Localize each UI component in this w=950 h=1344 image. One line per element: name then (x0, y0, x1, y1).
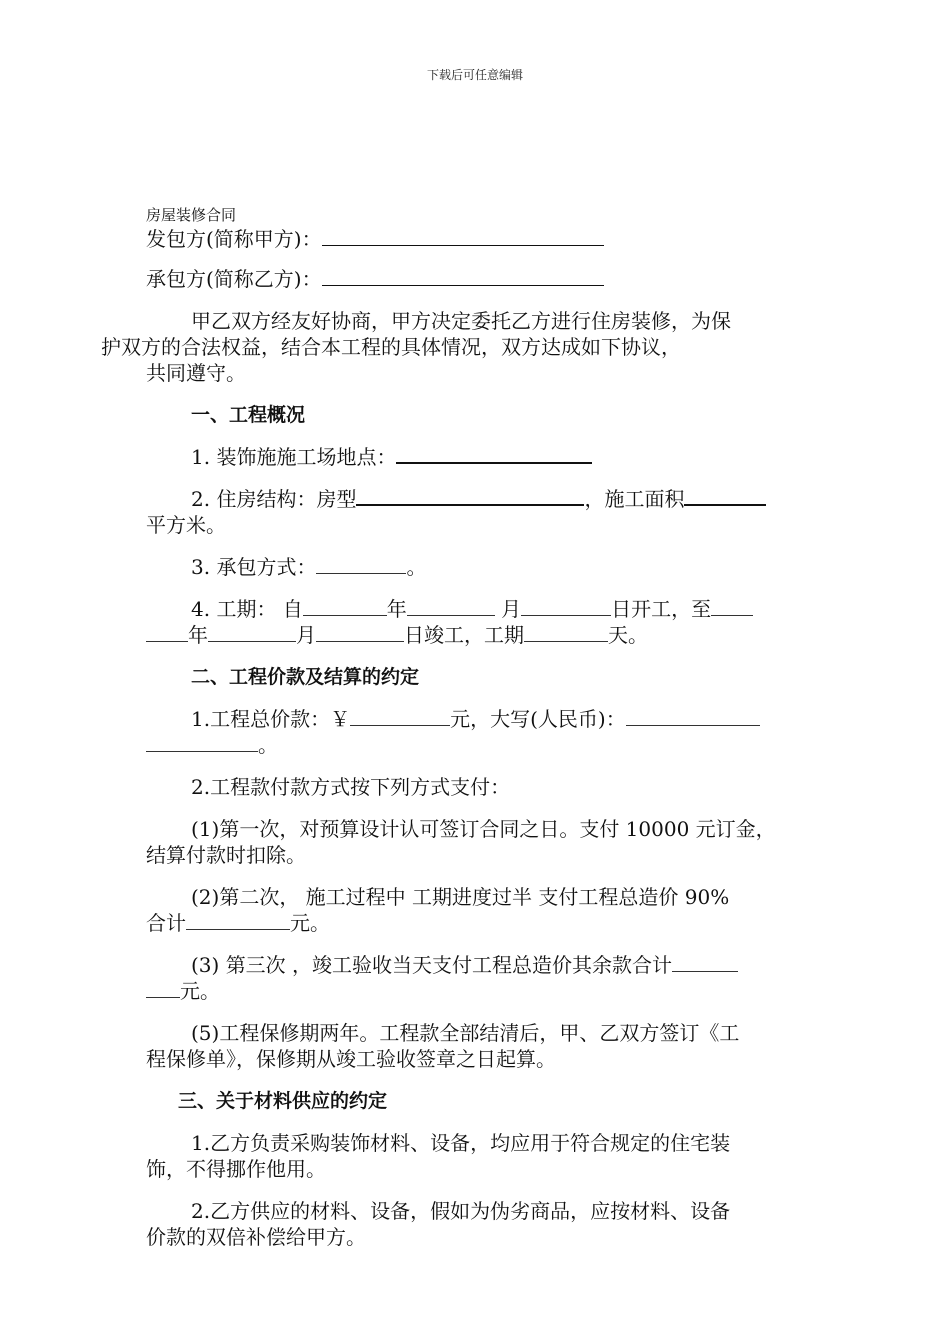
materials-item-2-line-2: 价款的双倍补偿给甲方。 (146, 1225, 366, 1249)
payment-first-line-2: 结算付款时扣除。 (146, 843, 306, 867)
structure-label: 2. 住房结构：房型 (191, 487, 357, 511)
payment-second (146, 884, 806, 936)
area-unit-line: 平方米。 (146, 513, 226, 537)
intro-line-1: 甲乙双方经友好协商，甲方决定委托乙方进行住房装修，为保 (191, 309, 731, 333)
end-year-label: 年 (188, 623, 208, 647)
contract-method-label: 3. 承包方式： (191, 555, 317, 579)
total-price-capital-label: 元，大写(人民币)： (450, 707, 626, 731)
party-a-blank[interactable] (322, 227, 604, 246)
payment-first-line-1: (1)第一次，对预算设计认可签订合同之日。支付 10000 元订金， (191, 817, 776, 841)
end-day-blank[interactable] (316, 623, 404, 642)
start-month-label: 月 (494, 597, 522, 621)
duration-blank[interactable] (524, 623, 608, 642)
end-month-label: 月 (296, 623, 316, 647)
contract-method-blank[interactable] (316, 555, 406, 574)
total-price-blank[interactable] (350, 707, 450, 726)
total-price-end: 。 (258, 733, 278, 757)
payment-third (146, 952, 806, 1004)
document-title: 房屋装修合同 (146, 206, 237, 224)
contract-document (101, 204, 806, 1250)
duration-label: 天。 (608, 623, 648, 647)
site-location-line (146, 444, 806, 470)
party-a-line (146, 226, 806, 252)
materials-item-2-line-1: 2.乙方供应的材料、设备，假如为伪劣商品，应按材料、设备 (191, 1199, 731, 1223)
payment-third-line-1: (3) 第三次 ，竣工验收当天支付工程总造价其余款合计 (191, 953, 673, 977)
party-b-blank[interactable] (322, 267, 604, 286)
payment-first (146, 816, 806, 868)
payment-second-unit: 元。 (290, 911, 330, 935)
payment-second-line-1: (2)第二次， 施工过程中 工期进度过半 支付工程总造价 90% (191, 885, 730, 909)
structure-line (146, 486, 806, 512)
start-month-blank[interactable] (407, 597, 495, 616)
schedule-from-label: 4. 工期： 自 (191, 597, 303, 621)
total-price-line (146, 706, 806, 732)
party-b-label: 承包方(简称乙方)： (146, 267, 322, 291)
warranty-line-1: (5)工程保修期两年。工程款全部结清后，甲、乙双方签订《工 (191, 1021, 740, 1045)
materials-item-1-line-1: 1.乙方负责采购装饰材料、设备，均应用于符合规定的住宅装 (191, 1131, 731, 1155)
warranty-paragraph (146, 1020, 806, 1072)
total-price-line-2 (146, 732, 806, 758)
total-price-label: 1.工程总价款：￥ (191, 707, 351, 731)
party-a-label: 发包方(简称甲方)： (146, 227, 322, 251)
payment-second-total-label: 合计 (146, 911, 186, 935)
section-2-title: 二、工程价款及结算的约定 (191, 666, 420, 688)
payment-method-line: 2.工程款付款方式按下列方式支付： (191, 775, 511, 799)
materials-item-1 (146, 1130, 806, 1182)
header-note: 下载后可任意编辑 (426, 68, 523, 82)
payment-second-blank[interactable] (186, 911, 290, 930)
end-day-label: 日竣工，工期 (404, 623, 524, 647)
intro-line-2: 护双方的合法权益，结合本工程的具体情况，双方达成如下协议， (101, 335, 681, 359)
site-location-label: 1. 装饰施施工场地点： (191, 445, 397, 469)
area-label: ，施工面积 (584, 487, 685, 511)
intro-line-3: 共同遵守。 (146, 361, 246, 385)
section-3-title: 三、关于材料供应的约定 (178, 1090, 388, 1112)
schedule-line-1 (146, 596, 806, 622)
contract-method-end: 。 (406, 555, 427, 579)
area-blank[interactable] (684, 486, 766, 506)
party-b-line (146, 266, 806, 292)
intro-paragraph (101, 308, 806, 386)
end-month-blank[interactable] (208, 623, 296, 642)
end-year-blank-a[interactable] (711, 597, 753, 616)
materials-item-1-line-2: 饰，不得挪作他用。 (146, 1157, 326, 1181)
site-location-blank[interactable] (396, 444, 592, 464)
start-day-label: 日开工，至 (611, 597, 712, 621)
warranty-line-2: 程保修单》，保修期从竣工验收签章之日起算。 (146, 1047, 556, 1071)
schedule-line-2 (146, 622, 806, 648)
payment-third-blank-b[interactable] (146, 979, 180, 998)
end-year-blank-b[interactable] (146, 623, 188, 642)
contract-method-line (146, 554, 806, 580)
payment-third-unit: 元。 (180, 979, 220, 1003)
materials-item-2 (146, 1198, 806, 1250)
house-type-blank[interactable] (356, 486, 584, 506)
start-year-blank[interactable] (303, 597, 387, 616)
capital-amount-blank-a[interactable] (626, 707, 760, 726)
start-year-label: 年 (386, 597, 407, 621)
start-day-blank[interactable] (521, 597, 611, 616)
section-1-title: 一、工程概况 (191, 404, 306, 426)
payment-third-blank-a[interactable] (672, 953, 738, 972)
capital-amount-blank-b[interactable] (146, 733, 258, 752)
